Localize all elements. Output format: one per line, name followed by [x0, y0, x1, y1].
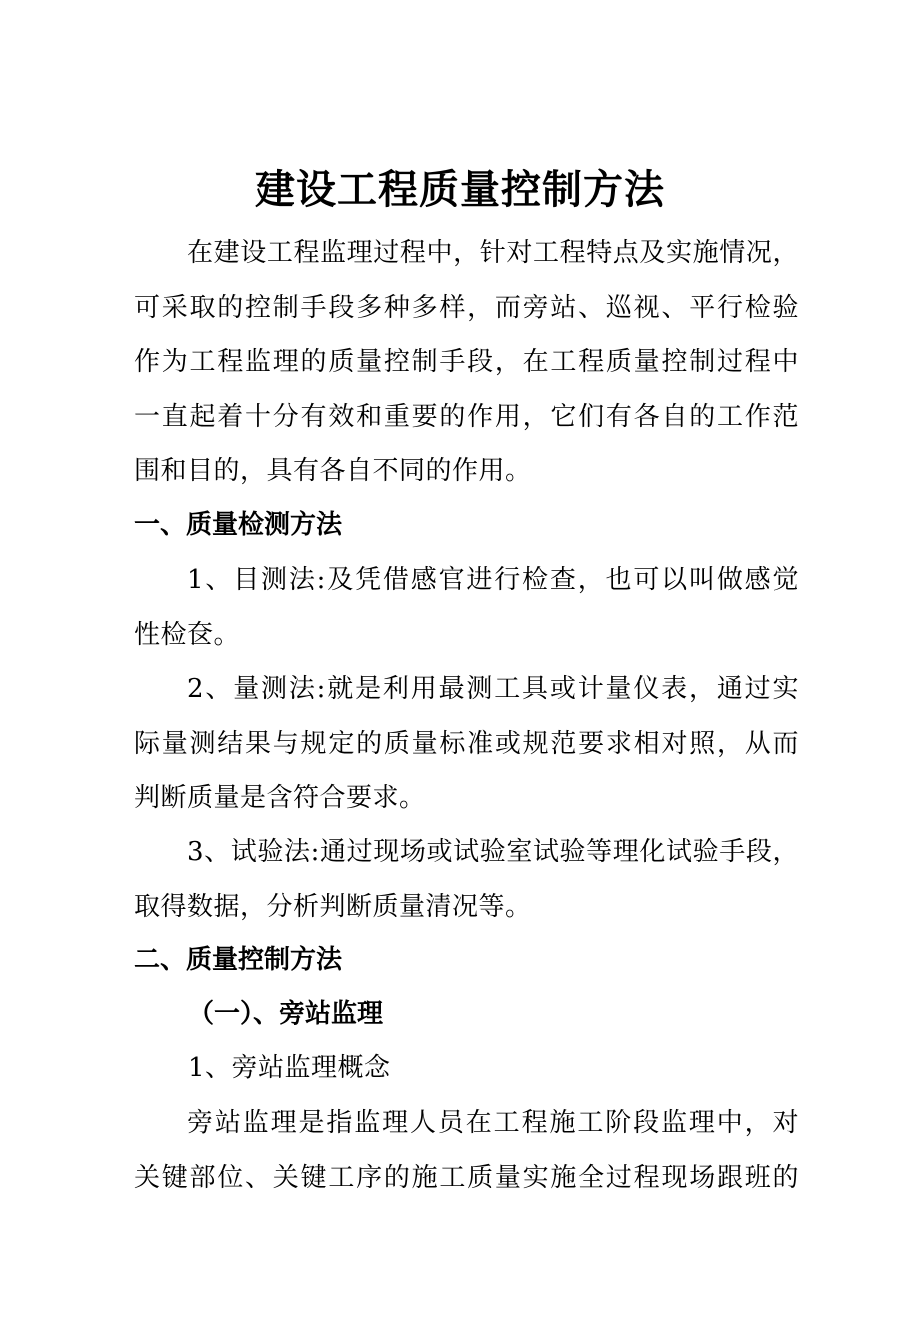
item-1-line-1: 1、目测法:及凭借感官进行检查，也可以叫做感觉: [187, 565, 799, 595]
intro-line-4: 一直起着十分有效和重要的作用，它们有各自的工作范: [134, 401, 799, 432]
item-2-line-3: 判断质量是含符合要求。: [134, 783, 426, 813]
item-2-paragraph: [134, 662, 799, 826]
item-3-line-1: 3、试验法:通过现场或试验室试验等理化试验手段，: [187, 837, 799, 867]
intro-paragraph: [134, 226, 799, 499]
subsection-1-item-1-text: 1、旁站监理概念: [188, 1053, 391, 1083]
document-title: 建设工程质量控制方法: [255, 166, 665, 213]
intro-line-1: 在建设工程监理过程中，针对工程特点及实施情况，: [187, 238, 799, 268]
intro-line-2: 可采取的控制手段多种多样，而旁站、巡视、平行检验: [134, 292, 799, 323]
subsection-1-line-2: 关键部位、关键工序的施工质量实施全过程现场跟班的: [134, 1162, 799, 1193]
subsection-1-paragraph: [134, 1096, 799, 1205]
subsection-1-item-1: [188, 1041, 788, 1096]
item-2-line-1: 2、量测法:就是利用最测工具或计量仪表，通过实: [187, 674, 799, 704]
item-1-paragraph: [134, 553, 799, 662]
item-1-line-2: 性检奁。: [134, 619, 241, 650]
section-2-heading: 二、质量控制方法: [134, 945, 343, 975]
subsection-1-line-1: 旁站监理是指监理人员在工程施工阶段监理中，对: [187, 1108, 799, 1138]
section-1-heading: 一、质量检测方法: [134, 510, 343, 540]
item-3-paragraph: [134, 825, 799, 934]
intro-line-5: 围和目的，具有各自不同的作用。: [134, 456, 532, 486]
subsection-1-heading: （一）、旁站监理: [188, 999, 384, 1029]
intro-line-3: 作为工程监理的质量控制手段，在工程质量控制过程中: [134, 347, 799, 377]
item-3-line-2: 取得数据，分析判断质量清况等。: [134, 891, 532, 922]
item-2-line-2: 际量测结果与规定的质量标准或规范要求相对照，从而: [134, 728, 799, 759]
